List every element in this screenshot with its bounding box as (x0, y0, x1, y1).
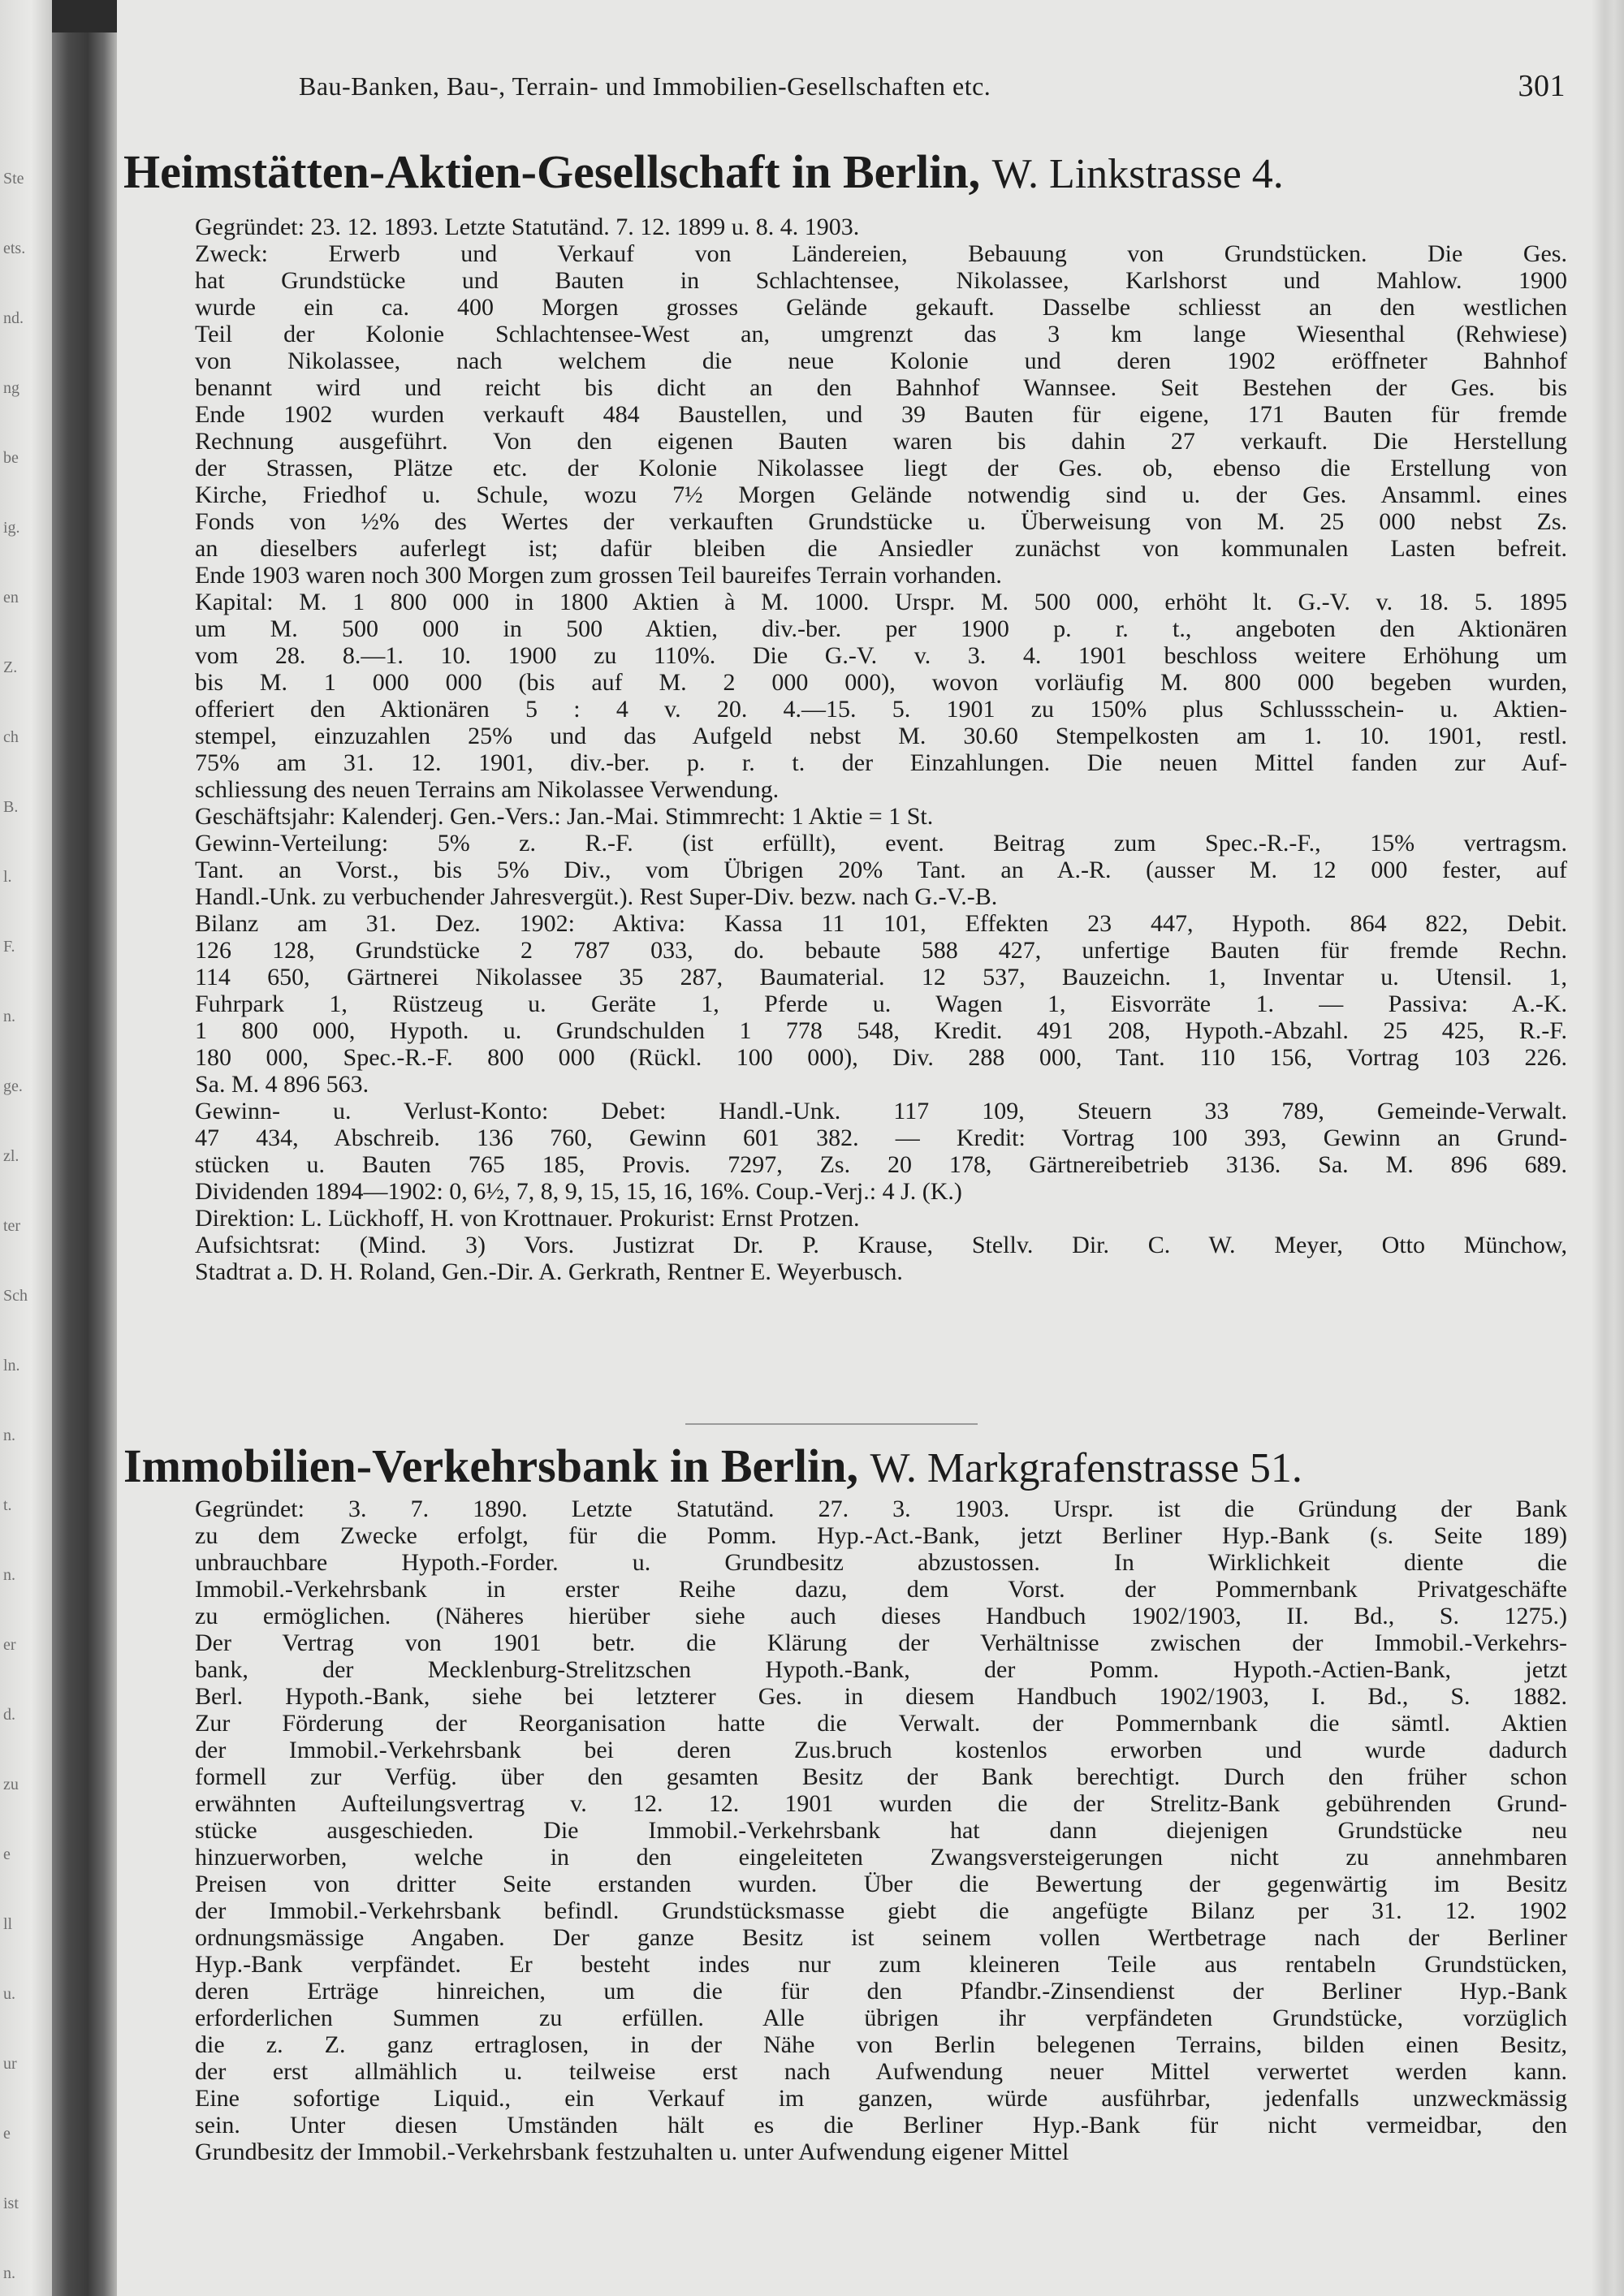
margin-fragment: en (3, 589, 19, 606)
text-line: stücke ausgeschieden. Die Immobil.-Verkehrsbank hat dann diejenigen Grundstücke neu (195, 1817, 1567, 1844)
margin-fragment: be (3, 449, 19, 467)
margin-fragment: u. (3, 1985, 15, 2003)
margin-fragment: ll (3, 1915, 13, 1933)
text-line: Fonds von ½% des Wertes der verkauften Grundstücke u. Überweisung von M. 25 000 nebst Zs. (195, 508, 1567, 535)
text-line: um M. 500 000 in 500 Aktien, div.-ber. per 1900 p. r. t., angeboten den Aktionären (195, 615, 1567, 642)
binding-gutter-top (52, 0, 117, 32)
book-page (117, 0, 1592, 2296)
text-line: Gegründet: 3. 7. 1890. Letzte Statutänd. 27. 3. 1903. Urspr. ist die Gründung der Bank (195, 1495, 1567, 1522)
text-line: Handl.-Unk. zu verbuchender Jahresvergüt.). Rest Super-Div. bezw. nach G.-V.-B. (195, 883, 998, 910)
text-line: 47 434, Abschreib. 136 760, Gewinn 601 382. — Kredit: Vortrag 100 393, Gewinn an Grund- (195, 1124, 1567, 1151)
text-line: Dividenden 1894—1902: 0, 6½, 7, 8, 9, 15, 15, 16, 16%. Coup.-Verj.: 4 J. (K.) (195, 1178, 962, 1205)
text-line: zu ermöglichen. (Näheres hierüber siehe auch dieses Handbuch 1902/1903, II. Bd., S. 1275.) (195, 1603, 1567, 1629)
entry-title-heimstaetten (123, 145, 1572, 199)
margin-fragment: F. (3, 938, 15, 956)
text-line: Kirche, Friedhof u. Schule, wozu 7½ Morgen Gelände notwendig sind u. der Ges. Ansamml. eines (195, 481, 1567, 508)
text-line: Preisen von dritter Seite erstanden wurden. Über die Bewertung der gegenwärtig im Besitz (195, 1871, 1567, 1897)
text-line: 114 650, Gärtnerei Nikolassee 35 287, Baumaterial. 12 537, Bauzeichn. 1, Inventar u. Utensil. 1, (195, 964, 1567, 990)
margin-fragment: nd. (3, 309, 24, 327)
entry-name: Immobilien-Verkehrsbank in Berlin, (123, 1439, 859, 1492)
text-line: der Immobil.-Verkehrsbank bei deren Zus.bruch kostenlos erworben und wurde dadurch (195, 1737, 1567, 1763)
margin-fragment: zl. (3, 1147, 19, 1165)
text-line: zu dem Zwecke erfolgt, für die Pomm. Hyp.-Act.-Bank, jetzt Berliner Hyp.-Bank (s. Seite 189) (195, 1522, 1567, 1549)
margin-fragment: n. (3, 1426, 15, 1444)
text-line: Aufsichtsrat: (Mind. 3) Vors. Justizrat Dr. P. Krause, Stellv. Dir. C. W. Meyer, Otto Münchow, (195, 1232, 1567, 1258)
section-divider (685, 1423, 978, 1425)
text-line: formell zur Verfüg. über den gesamten Besitz der Bank berechtigt. Durch den früher schon (195, 1763, 1567, 1790)
binding-gutter (52, 0, 117, 2296)
text-line: Stadtrat a. D. H. Roland, Gen.-Dir. A. Gerkrath, Rentner E. Weyerbusch. (195, 1258, 903, 1285)
text-line: deren Erträge hinreichen, um die für den Pfandbr.-Zinsendienst der Berliner Hyp.-Bank (195, 1978, 1567, 2005)
previous-page-edge (0, 0, 52, 2296)
text-line: hat Grundstücke und Bauten in Schlachtensee, Nikolassee, Karlshorst und Mahlow. 1900 (195, 267, 1567, 294)
text-line: Der Vertrag von 1901 betr. die Klärung der Verhältnisse zwischen der Immobil.-Verkehrs- (195, 1629, 1567, 1656)
text-line: Immobil.-Verkehrsbank in erster Reihe dazu, dem Vorst. der Pommernbank Privatgeschäfte (195, 1576, 1567, 1603)
right-page-edge (1592, 0, 1624, 2296)
margin-fragment: ets. (3, 240, 26, 257)
margin-fragment: ln. (3, 1357, 20, 1375)
text-line: bis M. 1 000 000 (bis auf M. 2 000 000), wovon vorläufig M. 800 000 begeben wurden, (195, 669, 1567, 696)
margin-fragment: l. (3, 868, 12, 886)
text-line: Bilanz am 31. Dez. 1902: Aktiva: Kassa 11 101, Effekten 23 447, Hypoth. 864 822, Debit. (195, 910, 1567, 937)
text-line: Teil der Kolonie Schlachtensee-West an, umgrenzt das 3 km lange Wiesenthal (Rehwiese) (195, 321, 1567, 347)
text-line: stücken u. Bauten 765 185, Provis. 7297, Zs. 20 178, Gärtnereibetrieb 3136. Sa. M. 896 689. (195, 1151, 1567, 1178)
text-line: Gegründet: 23. 12. 1893. Letzte Statutänd. 7. 12. 1899 u. 8. 4. 1903. (195, 214, 860, 240)
text-line: vom 28. 8.—1. 10. 1900 zu 110%. Die G.-V. v. 3. 4. 1901 beschloss weitere Erhöhung um (195, 642, 1567, 669)
text-line: benannt wird und reicht bis dicht an den Bahnhof Wannsee. Seit Bestehen der Ges. bis (195, 374, 1567, 401)
text-line: erforderlichen Summen zu erfüllen. Alle übrigen ihr verpfändeten Grundstücke, vorzüglich (195, 2005, 1567, 2031)
text-line: Tant. an Vorst., bis 5% Div., vom Übrigen 20% Tant. an A.-R. (ausser M. 12 000 fester, auf (195, 857, 1567, 883)
text-line: bank, der Mecklenburg-Strelitzschen Hypoth.-Bank, der Pomm. Hypoth.-Actien-Bank, jetzt (195, 1656, 1567, 1683)
margin-fragment: Z. (3, 658, 18, 676)
text-line: erwähnten Aufteilungsvertrag v. 12. 12. 1901 wurden die der Strelitz-Bank gebührenden Grund- (195, 1790, 1567, 1817)
margin-fragment: n. (3, 1566, 15, 1584)
text-line: die z. Z. ganz ertraglosen, in der Nähe von Berlin belegenen Terrains, bilden einen Besitz, (195, 2031, 1567, 2058)
margin-fragment: zu (3, 1776, 19, 1793)
margin-fragment: ch (3, 728, 19, 746)
text-line: an dieselbers auferlegt ist; dafür bleiben die Ansiedler zunächst von kommunalen Lasten befreit. (195, 535, 1567, 562)
entry-name: Heimstätten-Aktien-Gesellschaft in Berlin, (123, 145, 981, 198)
text-line: unbrauchbare Hypoth.-Forder. u. Grundbesitz abzustossen. In Wirklichkeit diente die (195, 1549, 1567, 1576)
margin-fragment: Ste (3, 170, 24, 188)
margin-fragment: ig. (3, 519, 20, 537)
margin-fragment: ur (3, 2055, 17, 2073)
text-line: wurde ein ca. 400 Morgen grosses Gelände gekauft. Dasselbe schliesst an den westlichen (195, 294, 1567, 321)
margin-fragment: d. (3, 1706, 15, 1724)
entry-body-heimstaetten (195, 214, 1567, 1285)
margin-fragment: n. (3, 1008, 15, 1025)
text-line: Ende 1902 wurden verkauft 484 Baustellen, und 39 Bauten für eigene, 171 Bauten für fremde (195, 401, 1567, 428)
text-line: sein. Unter diesen Umständen hält es die Berliner Hyp.-Bank für nicht vermeidbar, den (195, 2112, 1567, 2138)
text-line: von Nikolassee, nach welchem die neue Kolonie und deren 1902 eröffneter Bahnhof (195, 347, 1567, 374)
text-line: Gewinn- u. Verlust-Konto: Debet: Handl.-Unk. 117 109, Steuern 33 789, Gemeinde-Verwalt. (195, 1098, 1567, 1124)
text-line: der Strassen, Plätze etc. der Kolonie Nikolassee liegt der Ges. ob, ebenso die Erstellung von (195, 455, 1567, 481)
margin-fragment: B. (3, 798, 19, 816)
text-line: Zweck: Erwerb und Verkauf von Ländereien, Bebauung von Grundstücken. Die Ges. (195, 240, 1567, 267)
text-line: Berl. Hypoth.-Bank, siehe bei letzterer Ges. in diesem Handbuch 1902/1903, I. Bd., S. 1882. (195, 1683, 1567, 1710)
text-line: 75% am 31. 12. 1901, div.-ber. p. r. t. der Einzahlungen. Die neuen Mittel fanden zur Auf- (195, 749, 1567, 776)
margin-fragment: ge. (3, 1077, 23, 1095)
text-line: 1 800 000, Hypoth. u. Grundschulden 1 778 548, Kredit. 491 208, Hypoth.-Abzahl. 25 425, R.-F. (195, 1017, 1567, 1044)
margin-fragment: t. (3, 1496, 12, 1514)
margin-fragment: er (3, 1636, 16, 1654)
entry-address: W. Markgrafenstrasse 51. (870, 1445, 1302, 1491)
text-line: Direktion: L. Lückhoff, H. von Krottnauer. Prokurist: Ernst Protzen. (195, 1205, 860, 1232)
text-line: Grundbesitz der Immobil.-Verkehrsbank festzuhalten u. unter Aufwendung eigener Mittel (195, 2138, 1069, 2165)
text-line: Zur Förderung der Reorganisation hatte die Verwalt. der Pommernbank die sämtl. Aktien (195, 1710, 1567, 1737)
header-title: Bau-Banken, Bau-, Terrain- und Immobilien-Gesellschaften etc. (299, 71, 991, 101)
page-number: 301 (1518, 69, 1566, 103)
text-line: Geschäftsjahr: Kalenderj. Gen.-Vers.: Jan.-Mai. Stimmrecht: 1 Aktie = 1 St. (195, 803, 934, 830)
margin-fragment: ter (3, 1217, 21, 1235)
text-line: 126 128, Grundstücke 2 787 033, do. bebaute 588 427, unfertige Bauten für fremde Rechn. (195, 937, 1567, 964)
text-line: der Immobil.-Verkehrsbank befindl. Grundstücksmasse giebt die angefügte Bilanz per 31. 12. 1902 (195, 1897, 1567, 1924)
text-line: 180 000, Spec.-R.-F. 800 000 (Rückl. 100 000), Div. 288 000, Tant. 110 156, Vortrag 103 226. (195, 1044, 1567, 1071)
running-header (299, 71, 1566, 101)
text-line: ordnungsmässige Angaben. Der ganze Besitz ist seinem vollen Wertbetrage nach der Berliner (195, 1924, 1567, 1951)
text-line: offeriert den Aktionären 5 : 4 v. 20. 4.—15. 5. 1901 zu 150% plus Schlussschein- u. Aktien- (195, 696, 1567, 723)
text-line: hinzuerworben, welche in den eingeleiteten Zwangsversteigerungen nicht zu annehmbaren (195, 1844, 1567, 1871)
margin-fragment: ist (3, 2195, 19, 2212)
entry-address: W. Linkstrasse 4. (991, 151, 1284, 197)
entry-title-immobilien (123, 1439, 1572, 1493)
text-line: stempel, einzuzahlen 25% und das Aufgeld nebst M. 30.60 Stempelkosten am 1. 10. 1901, restl. (195, 723, 1567, 749)
text-line: Hyp.-Bank verpfändet. Er besteht indes nur zum kleineren Teile aus rentabeln Grundstücken, (195, 1951, 1567, 1978)
margin-fragment: e (3, 2125, 11, 2143)
text-line: Ende 1903 waren noch 300 Morgen zum grossen Teil baureifes Terrain vorhanden. (195, 562, 1002, 589)
text-line: Gewinn-Verteilung: 5% z. R.-F. (ist erfüllt), event. Beitrag zum Spec.-R.-F., 15% vertragsm. (195, 830, 1567, 857)
text-line: Fuhrpark 1, Rüstzeug u. Geräte 1, Pferde u. Wagen 1, Eisvorräte 1. — Passiva: A.-K. (195, 990, 1567, 1017)
text-line: der erst allmählich u. teilweise erst nach Aufwendung neuer Mittel verwertet werden kann. (195, 2058, 1567, 2085)
text-line: Eine sofortige Liquid., ein Verkauf im ganzen, würde ausführbar, jedenfalls unzweckmässig (195, 2085, 1567, 2112)
text-line: Rechnung ausgeführt. Von den eigenen Bauten waren bis dahin 27 verkauft. Die Herstellung (195, 428, 1567, 455)
margin-fragment: Sch (3, 1287, 28, 1305)
text-line: schliessung des neuen Terrains am Nikolassee Verwendung. (195, 776, 780, 803)
entry-body-immobilien (195, 1495, 1567, 2165)
text-line: Sa. M. 4 896 563. (195, 1071, 369, 1098)
text-line: Kapital: M. 1 800 000 in 1800 Aktien à M. 1000. Urspr. M. 500 000, erhöht lt. G.-V. v. 18. 5. 1895 (195, 589, 1567, 615)
margin-fragment: ng (3, 379, 19, 397)
margin-fragment: e (3, 1845, 11, 1863)
margin-fragment: n. (3, 2264, 15, 2282)
